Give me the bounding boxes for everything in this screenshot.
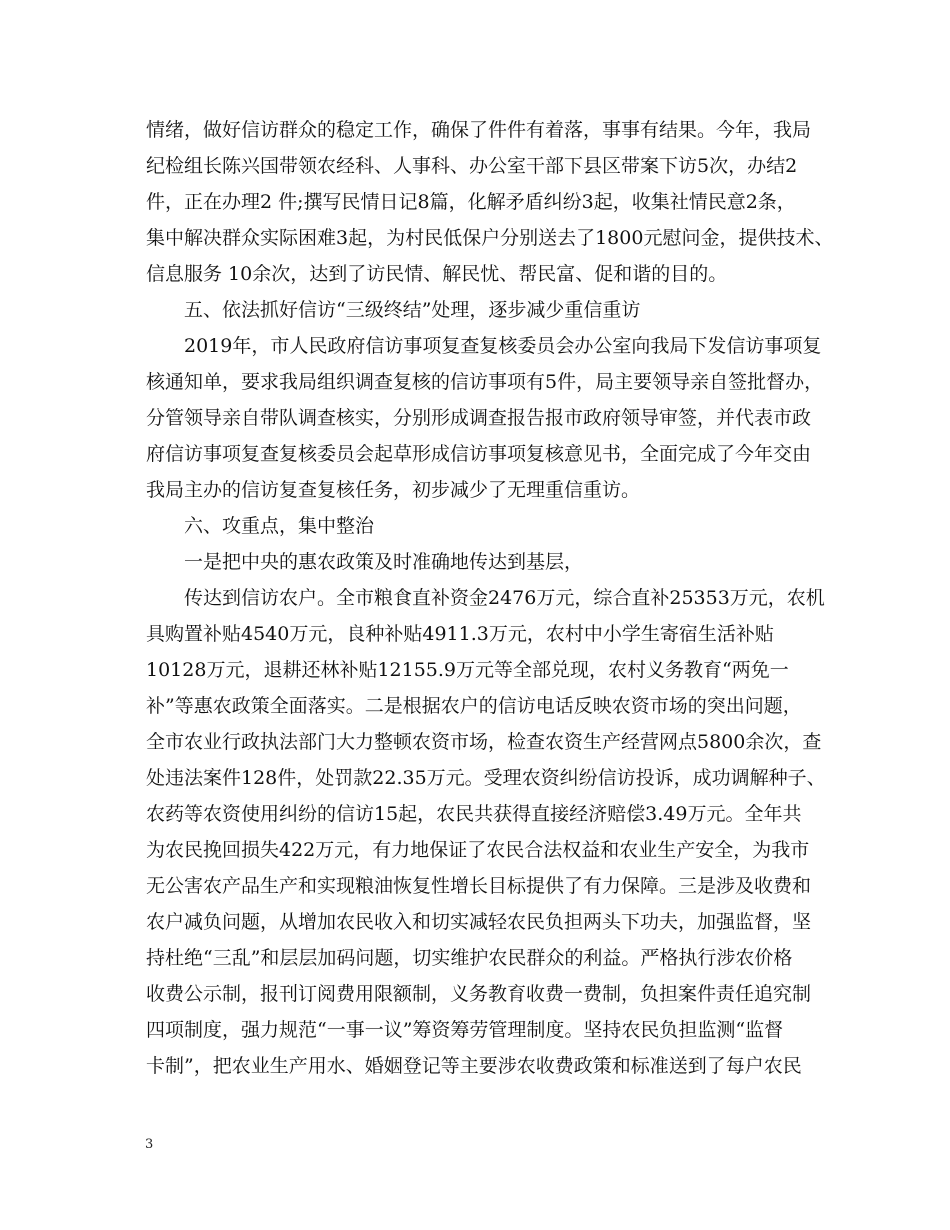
text-line: 府信访事项复查复核委员会起草形成信访事项复核意见书，全面完成了今年交由 [146,443,812,465]
text-line: 为农民挽回损失422万元，有力地保证了农民合法权益和农业生产安全，为我市 [146,839,810,861]
text-line: 四项制度，强力规范“一事一议”筹资筹劳管理制度。坚持农民负担监测“监督 [146,1019,784,1041]
text-line: 农户减负问题，从增加农民收入和切实减轻农民负担两头下功夫，加强监督，坚 [146,911,812,933]
paragraph-start: 传达到信访农户。全市粮食直补资金2476万元，综合直补25353万元，农机 [184,587,825,609]
section-heading: 五、依法抓好信访“三级终结”处理，逐步减少重信重访 [184,299,641,321]
text-line: 具购置补贴4540万元，良种补贴4911.3万元，农村中小学生寄宿生活补贴 [146,623,774,645]
text-line: 无公害农产品生产和实现粮油恢复性增长目标提供了有力保障。三是涉及收费和 [146,875,812,897]
text-line: 信息服务 10余次，达到了访民情、解民忧、帮民富、促和谐的目的。 [146,263,728,285]
text-line: 卡制”，把农业生产用水、婚姻登记等主要涉农收费政策和标准送到了每户农民 [146,1055,802,1077]
text-line: 持杜绝“三乱”和层层加码问题，切实维护农民群众的利益。严格执行涉农价格 [146,947,793,969]
page-number: 3 [145,1137,154,1152]
paragraph-start: 一是把中央的惠农政策及时准确地传达到基层， [184,551,584,573]
text-line: 集中解决群众实际困难3起，为村民低保户分别送去了1800元慰问金，提供技术、 [146,227,834,249]
text-line: 处违法案件128件，处罚款22.35万元。受理农资纠纷信访投诉，成功调解种子、 [146,767,826,789]
text-line: 收费公示制，报刊订阅费用限额制，义务教育收费一费制，负担案件责任追究制 [146,983,812,1005]
paragraph-start: 2019年，市人民政府信访事项复查复核委员会办公室向我局下发信访事项复 [184,335,822,357]
text-line: 全市农业行政执法部门大力整顿农资市场，检查农资生产经营网点5800余次，查 [146,731,822,753]
section-heading: 六、攻重点，集中整治 [184,515,375,537]
text-line: 我局主办的信访复查复核任务，初步减少了无理重信重访。 [146,479,641,501]
text-line: 分管领导亲自带队调查核实，分别形成调查报告报市政府领导审签，并代表市政 [146,407,812,429]
text-line: 纪检组长陈兴国带领农经科、人事科、办公室干部下县区带案下访5次，办结2 [146,155,798,177]
text-line: 农药等农资使用纠纷的信访15起，农民共获得直接经济赔偿3.49万元。全年共 [146,803,802,825]
text-line: 10128万元，退耕还林补贴12155.9万元等全部兑现，农村义务教育“两免一 [146,659,789,681]
document-body [146,112,834,1084]
text-line: 件，正在办理2 件;撰写民情日记8篇，化解矛盾纠纷3起，收集社情民意2条， [146,191,796,213]
text-line: 补”等惠农政策全面落实。二是根据农户的信访电话反映农资市场的突出问题， [146,695,802,717]
text-line: 核通知单，要求我局组织调查复核的信访事项有5件，局主要领导亲自签批督办， [146,371,824,393]
text-line: 情绪，做好信访群众的稳定工作，确保了件件有着落，事事有结果。今年，我局 [146,119,812,141]
